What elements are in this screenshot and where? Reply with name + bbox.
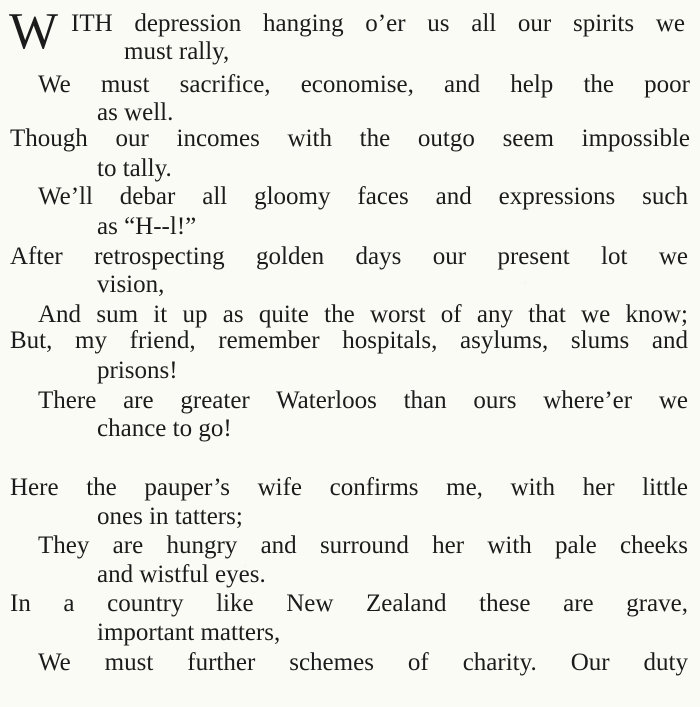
- poem-line: as well.: [97, 99, 174, 126]
- poem-line: And sum it up as quite the worst of any that we know;: [38, 301, 688, 328]
- poem-line: chance to go!: [97, 415, 232, 442]
- drop-cap-letter: W: [9, 3, 57, 60]
- poem-line: important matters,: [97, 619, 281, 646]
- poem-line: must rally,: [124, 38, 230, 65]
- poem-line: as “H--l!”: [97, 213, 197, 240]
- poem-line: to tally.: [97, 155, 172, 182]
- poem-line: prisons!: [97, 357, 178, 384]
- poem-line: But, my friend, remember hospitals, asylums, slums and: [10, 327, 688, 354]
- poem-line: There are greater Waterloos than ours where’er we: [38, 387, 688, 414]
- poem-line: ITH depression hanging o’er us all our spirits we: [71, 10, 685, 37]
- poem-line: We must sacrifice, economise, and help the poor: [38, 71, 690, 98]
- poem-line: and wistful eyes.: [97, 561, 266, 588]
- poem-line: Here the pauper’s wife confirms me, with her little: [10, 474, 688, 501]
- poem-line: They are hungry and surround her with pale cheeks: [38, 532, 688, 559]
- poem-line: vision,: [97, 271, 165, 298]
- poem-line: After retrospecting golden days our present lot we: [10, 243, 688, 270]
- poem-line: We’ll debar all gloomy faces and expressions such: [38, 183, 688, 210]
- poem-line: In a country like New Zealand these are grave,: [10, 590, 688, 617]
- poem-line: ones in tatters;: [97, 503, 243, 530]
- poem-line: Though our incomes with the outgo seem impossible: [10, 125, 690, 152]
- poem-line: We must further schemes of charity. Our duty: [38, 649, 688, 676]
